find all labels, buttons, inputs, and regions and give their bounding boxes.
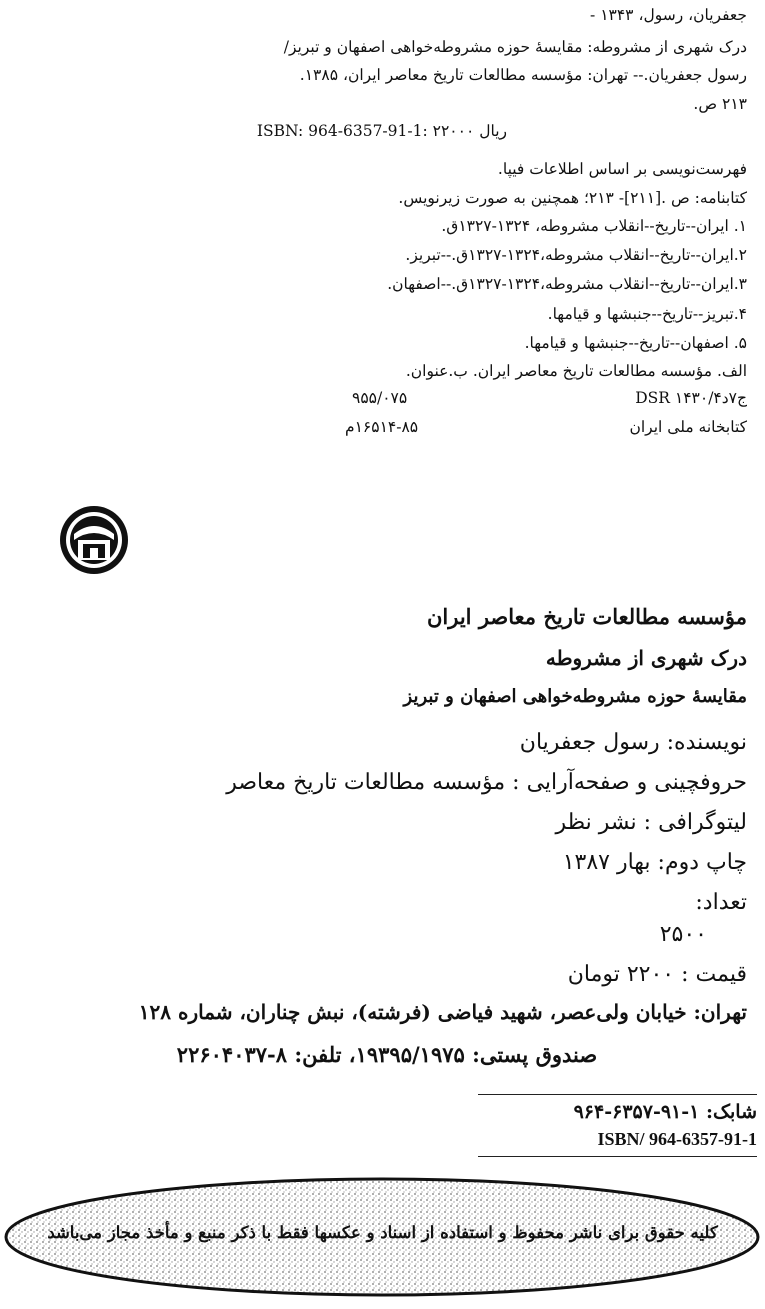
cip-subject: ۵. اصفهان--تاریخ--جنبشها و قیامها. [524, 334, 747, 352]
cip-subject: ۱. ایران--تاریخ--انقلاب مشروطه، ۱۳۲۴-۱۳۲۷ق. [441, 217, 747, 235]
cip-subject: ۲.ایران--تاریخ--انقلاب مشروطه،۱۳۲۴-۱۳۲۷ق.--تبریز. [405, 246, 747, 264]
cip-subject: ۳.ایران--تاریخ--انقلاب مشروطه،۱۳۲۴-۱۳۲۷ق.--اصفهان. [387, 275, 747, 293]
isbn-box [478, 1094, 757, 1157]
print-run-label: تعداد: [695, 890, 747, 915]
rights-notice-text: کلیه حقوق برای ناشر محفوظ و استفاده از اسناد و عکسها فقط با ذکر منبع و مأخذ مجاز می‌باشد [47, 1223, 718, 1242]
price-info: قیمت : ۲۲۰۰ تومان [567, 962, 747, 987]
cip-pages: ۲۱۳ ص. [693, 95, 747, 113]
cip-added-entry: الف. مؤسسه مطالعات تاریخ معاصر ایران. ب.عنوان. [405, 362, 747, 380]
cip-price-isbn: ISBN: 964-6357-91-1: ۲۲۰۰۰ ریال [256, 122, 507, 140]
book-title: درک شهری از مشروطه [545, 646, 747, 670]
publisher-name: مؤسسه مطالعات تاریخ معاصر ایران [426, 604, 747, 629]
author-credit: نویسنده: رسول جعفریان [519, 730, 747, 755]
cip-library: کتابخانه ملی ایران [629, 418, 747, 436]
print-run-value: ۲۵۰۰ [659, 922, 707, 947]
book-subtitle: مقایسهٔ حوزه مشروطه‌خواهی اصفهان و تبریز [403, 686, 747, 707]
typesetting-credit: حروفچینی و صفحه‌آرایی : مؤسسه مطالعات تاریخ معاصر [226, 770, 747, 795]
isbn-bottom-rule [478, 1156, 757, 1157]
cip-subject: ۴.تبریز--تاریخ--جنبشها و قیامها. [547, 305, 747, 323]
cip-title: درک شهری از مشروطه: مقایسهٔ حوزه مشروطه‌خواهی اصفهان و تبریز/ [283, 38, 747, 56]
cip-dewey-class: ۹۵۵/۰۷۵ [352, 389, 408, 407]
isbn-latin: ISBN/ 964-6357-91-1 [597, 1129, 757, 1149]
edition-info: چاپ دوم: بهار ۱۳۸۷ [562, 850, 747, 875]
publisher-address: تهران: خیابان ولی‌عصر، شهید فیاضی (فرشته)، نبش چناران، شماره ۱۲۸ [138, 1000, 747, 1024]
lithography-credit: لیتوگرافی : نشر نظر [555, 810, 747, 835]
isbn-top-rule [478, 1094, 757, 1095]
cip-note: فهرست‌نویسی بر اساس اطلاعات فیپا. [497, 160, 747, 178]
publisher-pobox-phone: صندوق پستی: ۱۹۳۹۵/۱۹۷۵، تلفن: ۸-۲۲۶۰۴۰۳۷ [176, 1042, 598, 1067]
cip-note: کتابنامه: ص .[۲۱۱]- ۲۱۳؛ همچنین به صورت زیرنویس. [398, 189, 747, 207]
isbn-persian: شابک: ۱-۹۱-۶۳۵۷-۹۶۴ [573, 1101, 757, 1123]
publisher-emblem-icon [58, 504, 130, 576]
rights-notice-stamp [0, 1175, 765, 1305]
cip-lc-class: DSR ۱۴۳۰/ج۷د۴ [635, 389, 747, 407]
cip-author: جعفریان، رسول، ۱۳۴۳ - [590, 6, 747, 24]
cip-imprint: رسول جعفریان.-- تهران: مؤسسه مطالعات تاریخ معاصر ایران، ۱۳۸۵. [299, 66, 747, 84]
cip-record-number: ۱۶۵۱۴-۸۵م [345, 418, 419, 436]
